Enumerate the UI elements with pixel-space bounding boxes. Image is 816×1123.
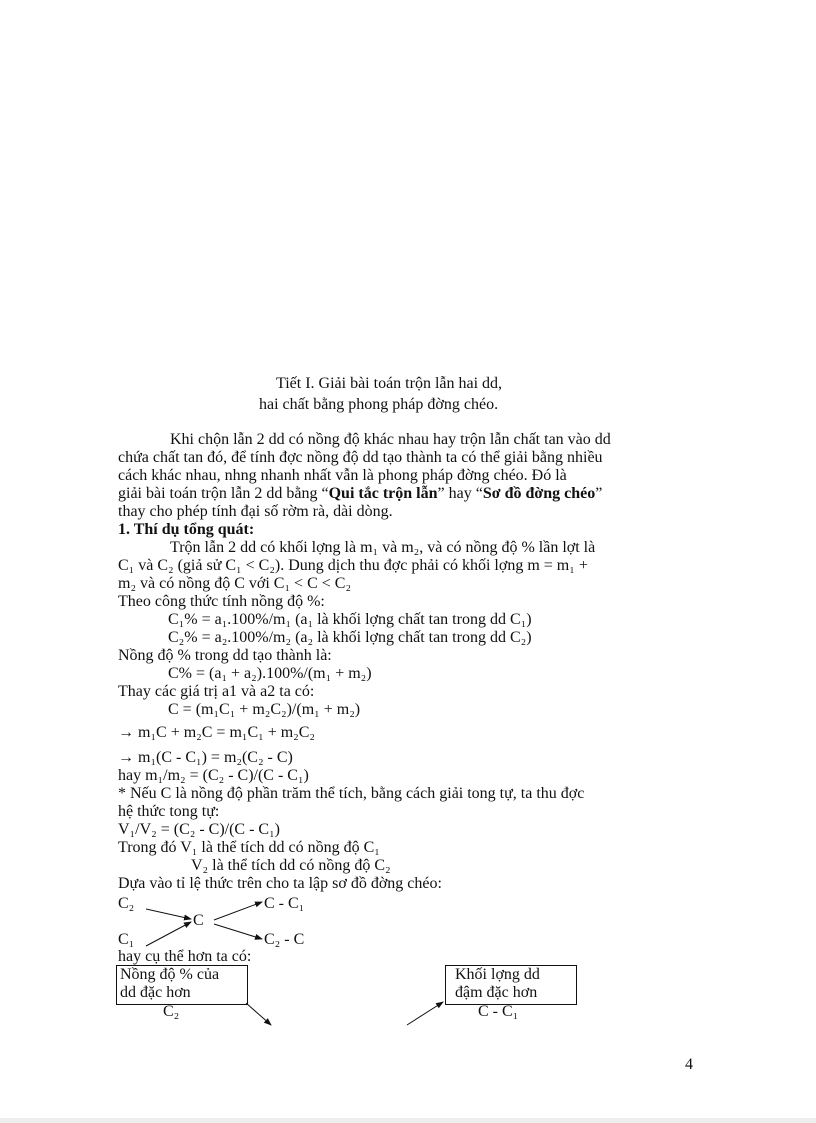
intro-line-5: thay cho phép tính đại số rờm rà, dài dòng. [118,503,393,520]
formula-6: → m₁(C - C₁) = m₂(C₂ - C) [118,749,293,766]
diagram-name: Sơ đồ đờng chéo [482,485,596,502]
body-line-1: Trộn lẫn 2 dd có khối lợng là m₁ và m₂, và có nồng độ % lần lợt là [170,539,596,556]
diagram-c2-minus-c: C₂ - C [264,931,305,948]
intro-line-4-e: ” [595,485,603,502]
formula-7: hay m₁/m₂ = (C₂ - C)/(C - C₁) [118,767,309,784]
body-line-8: hệ thức tong tự: [118,803,220,820]
formula-4: C = (m₁C₁ + m₂C₂)/(m₁ + m₂) [168,701,361,718]
diagram-c2: C₂ [118,895,135,912]
section-heading: 1. Thí dụ tổng quát: [118,521,255,538]
arrow-c-to-c2-minus-c [214,924,262,939]
body-line-12: hay cụ thể hơn ta có: [118,948,252,965]
box-right-line-1: Khối lợng dd [455,966,540,983]
arrow-box-left-out [246,1003,271,1025]
body-line-10: V₂ là thể tích dd có nồng độ C₂ [191,857,391,874]
arrow-c1-to-c [146,922,191,946]
box-left-line-1: Nồng độ % của [120,966,220,983]
intro-line-3: cách khác nhau, nhng nhanh nhất vẫn là phong pháp đờng chéo. Đó là [118,467,567,484]
diagram-c: C [193,912,204,929]
arrow-c2-to-c [146,909,191,919]
body-line-3: m₂ và có nồng độ C với C₁ < C < C₂ [118,575,352,592]
body-line-11: Dựa vào tỉ lệ thức trên cho ta lập sơ đồ đờng chéo: [118,875,442,892]
box-left-sub: C₂ [163,1003,180,1020]
body-line-9: Trong đó V₁ là thể tích dd có nồng độ C₁ [118,839,380,856]
arrow-c-to-c-minus-c1 [214,902,262,920]
box-right-line-2: đậm đặc hơn [455,984,538,1001]
diagram-c-minus-c1: C - C₁ [264,895,305,912]
rule-name: Qui tắc trộn lẫn [328,485,438,502]
intro-line-4-c: ” hay “ [437,485,483,502]
body-line-2: C₁ và C₂ (giả sử C₁ < C₂). Dung dịch thu đợc phải có khối lợng m = m₁ + [118,557,588,574]
box-right-sub: C - C₁ [478,1003,519,1020]
body-line-5: Nồng độ % trong dd tạo thành là: [118,647,332,664]
body-line-7: * Nếu C là nồng độ phần trăm thể tích, bằng cách giải tong tự, ta thu đợc [118,785,585,802]
body-line-6: Thay các giá trị a1 và a2 ta có: [118,683,315,700]
formula-3: C% = (a₁ + a₂).100%/(m₁ + m₂) [168,665,372,682]
arrow-box-right-in [407,1002,443,1025]
page-number: 4 [685,1056,693,1073]
intro-line-2: chứa chất tan đó, để tính đợc nồng độ dd tạo thành ta có thể giải bằng nhiều [118,449,603,466]
diagram-c1: C₁ [118,931,135,948]
title-line-2: hai chất bằng phong pháp đờng chéo. [259,396,499,413]
intro-line-4-a: giải bài toán trộn lẫn 2 dd bằng “ [118,485,329,502]
box-left-line-2: dd đặc hơn [120,984,191,1001]
formula-5: → m₁C + m₂C = m₁C₁ + m₂C₂ [118,724,316,741]
intro-line-1: Khi chộn lẫn 2 dd có nồng độ khác nhau hay trộn lẫn chất tan vào dd [170,431,611,448]
page-bottom-edge [0,1118,816,1123]
formula-1: C₁% = a₁.100%/m₁ (a₁ là khối lợng chất tan trong dd C₁) [168,611,532,628]
title-line-1: Tiết I. Giải bài toán trộn lẫn hai dd, [276,375,503,392]
formula-8: V₁/V₂ = (C₂ - C)/(C - C₁) [118,821,280,838]
formula-2: C₂% = a₂.100%/m₂ (a₂ là khối lợng chất tan trong dd C₂) [168,629,532,646]
body-line-4: Theo công thức tính nồng độ %: [118,593,325,610]
